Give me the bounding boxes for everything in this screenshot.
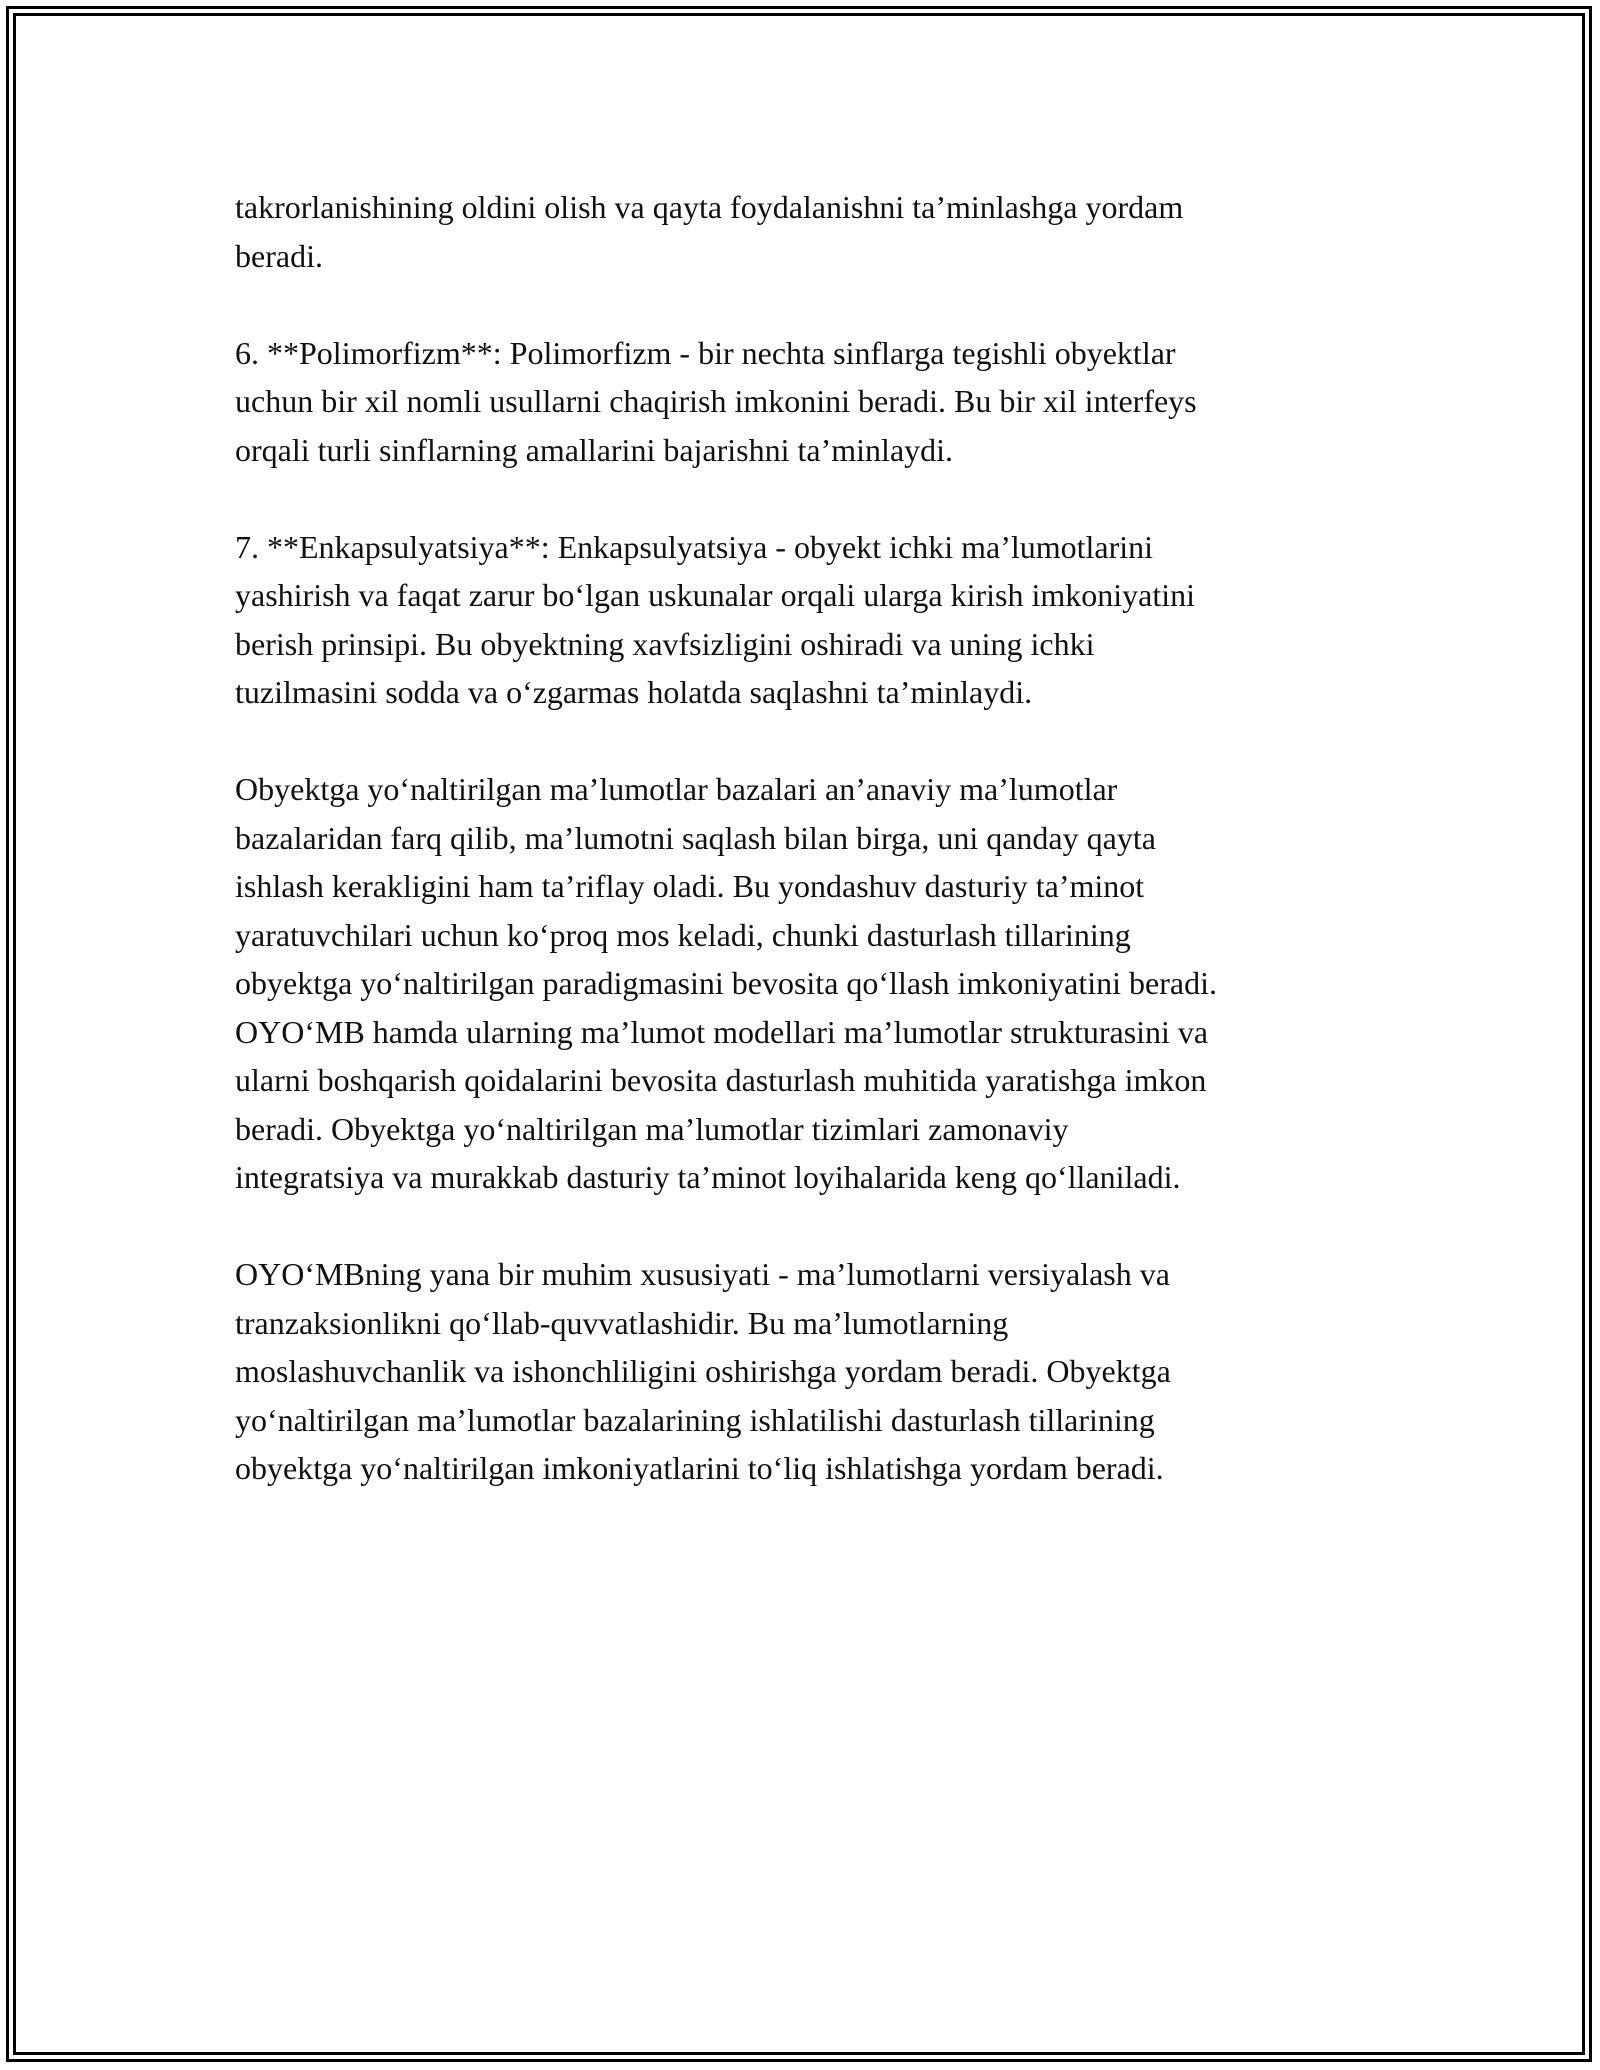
- text-line: 7. **Enkapsulyatsiya**: Enkapsulyatsiya - obyekt ichki ma’lumotlarini: [235, 528, 1154, 565]
- text-line: ishlash kerakligini ham ta’riflay oladi. Bu yondashuv dasturiy ta’minot: [235, 868, 1145, 904]
- text-line: obyektga yo‘naltirilgan paradigmasini bevosita qo‘llash imkoniyatini beradi.: [235, 965, 1217, 1001]
- text-line: moslashuvchanlik va ishonchliligini oshirishga yordam beradi. Obyektga: [235, 1353, 1171, 1389]
- paragraph-polimorfizm: [235, 329, 1365, 475]
- text-line: OYO‘MB hamda ularning ma’lumot modellari ma’lumotlar strukturasini va: [235, 1013, 1209, 1050]
- text-line: yashirish va faqat zarur bo‘lgan uskunalar orqali ularga kirish imkoniyatini: [235, 577, 1196, 613]
- text-line: OYO‘MBning yana bir muhim xususiyati - ma’lumotlarni versiyalash va: [235, 1256, 1170, 1292]
- paragraph-oyomb-overview: [235, 765, 1365, 1202]
- text-line: berish prinsipi. Bu obyektning xavfsizligini oshiradi va uning ichki: [235, 625, 1095, 662]
- text-line: tuzilmasini sodda va o‘zgarmas holatda saqlashni ta’minlaydi.: [235, 674, 1033, 710]
- text-line: Obyektga yo‘naltirilgan ma’lumotlar bazalari an’anaviy ma’lumotlar: [235, 771, 1118, 807]
- text-line: ularni boshqarish qoidalarini bevosita dasturlash muhitida yaratishga imkon: [235, 1062, 1207, 1098]
- text-line: yo‘naltirilgan ma’lumotlar bazalarining ishlatilishi dasturlash tillarining: [235, 1401, 1155, 1438]
- paragraph-oyomb-features: [235, 1250, 1365, 1493]
- text-line: obyektga yo‘naltirilgan imkoniyatlarini to‘liq ishlatishga yordam beradi.: [235, 1450, 1164, 1486]
- paragraph-enkapsulyatsiya: [235, 523, 1365, 717]
- text-line: beradi. Obyektga yo‘naltirilgan ma’lumotlar tizimlari zamonaviy: [235, 1110, 1069, 1147]
- text-line: tranzaksionlikni qo‘llab-quvvatlashidir. Bu ma’lumotlarning: [235, 1304, 1009, 1341]
- text-line: takrorlanishining oldini olish va qayta foydalanishni ta’minlashga yordam: [235, 189, 1184, 225]
- text-line: beradi.: [235, 237, 323, 274]
- text-line: orqali turli sinflarning amallarini bajarishni ta’minlaydi.: [235, 431, 954, 468]
- text-line: bazalaridan farq qilib, ma’lumotni saqlash bilan birga, uni qanday qayta: [235, 819, 1156, 856]
- text-line: uchun bir xil nomli usullarni chaqirish imkonini beradi. Bu bir xil interfeys: [235, 383, 1197, 419]
- text-line: 6. **Polimorfizm**: Polimorfizm - bir nechta sinflarga tegishli obyektlar: [235, 334, 1176, 371]
- text-line: yaratuvchilari uchun ko‘proq mos keladi, chunki dasturlash tillarining: [235, 916, 1131, 953]
- document-body: [235, 183, 1365, 1541]
- paragraph-continuation: [235, 183, 1365, 280]
- text-line: integratsiya va murakkab dasturiy ta’minot loyihalarida keng qo‘llaniladi.: [235, 1159, 1181, 1195]
